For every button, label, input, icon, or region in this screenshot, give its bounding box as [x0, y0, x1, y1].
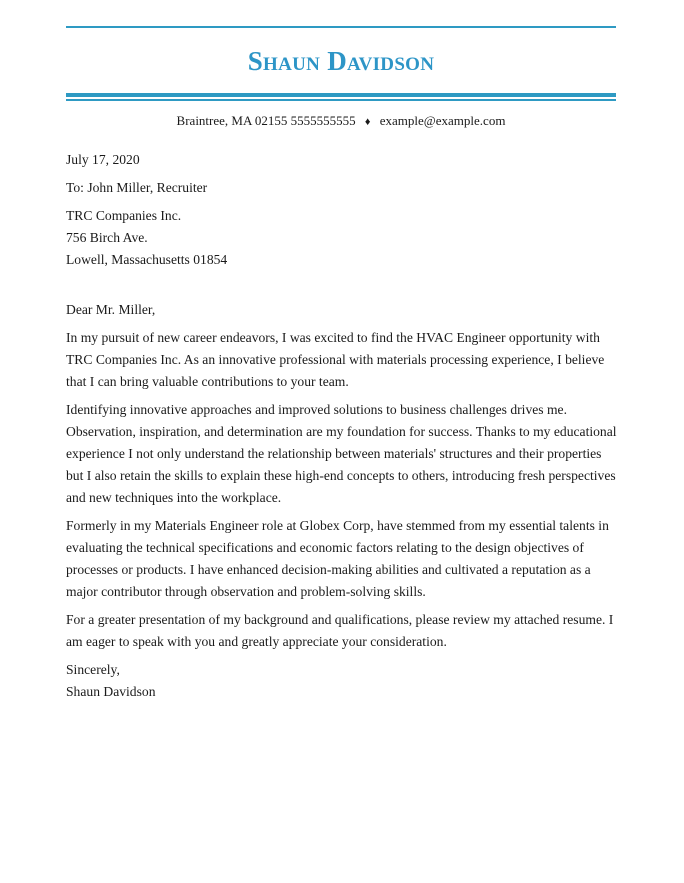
letter-body	[66, 149, 618, 703]
letter-paragraph-1: In my pursuit of new career endeavors, I was excited to find the HVAC Engineer opportunity with TRC Companies Inc. As an innovative professional with materials processing experience, I believe that I can bring valuable contributions to your team.	[66, 330, 605, 389]
contact-phone: 5555555555	[290, 113, 356, 128]
recipient-address	[66, 205, 618, 271]
contact-address: Braintree, MA 02155	[176, 113, 288, 128]
letter-closing: Sincerely,	[66, 662, 120, 677]
letter-salutation: Dear Mr. Miller,	[66, 302, 156, 317]
letter-date: July 17, 2020	[66, 152, 140, 167]
recipient-city: Lowell, Massachusetts 01854	[66, 252, 228, 267]
header-thick-rule	[66, 93, 616, 97]
header-top-rule	[66, 26, 616, 28]
recipient-street: 756 Birch Ave.	[66, 230, 148, 245]
letter-paragraph-4: For a greater presentation of my background and qualifications, please review my attached resume. I am eager to speak with you and greatly appreciate your consideration.	[66, 612, 614, 649]
diamond-separator-icon: ♦	[364, 116, 371, 128]
applicant-name: Shaun Davidson	[247, 46, 435, 76]
header-thin-rule	[66, 99, 616, 101]
letter-paragraph-2: Identifying innovative approaches and improved solutions to business challenges drives me. Observation, inspiration, and determination are my foundation for success. Thanks to my educational experience I not only understand the relationship between materials' structures and their properties but I also retain the skills to explain these high-end concepts to others, introducing fresh perspectives and new techniques into the workplace.	[66, 402, 617, 505]
letter-signature: Shaun Davidson	[66, 684, 156, 699]
contact-email: example@example.com	[379, 113, 506, 128]
recipient-company: TRC Companies Inc.	[66, 208, 182, 223]
contact-line	[66, 112, 616, 131]
letter-paragraph-3: Formerly in my Materials Engineer role at Globex Corp, have stemmed from my essential talents in evaluating the technical specifications and economic factors relating to the design objectives of processes or products. I have enhanced decision-making abilities and cultivated a reputation as a major contributor through observation and problem-solving skills.	[66, 518, 609, 599]
letter-recipient: To: John Miller, Recruiter	[66, 180, 208, 195]
